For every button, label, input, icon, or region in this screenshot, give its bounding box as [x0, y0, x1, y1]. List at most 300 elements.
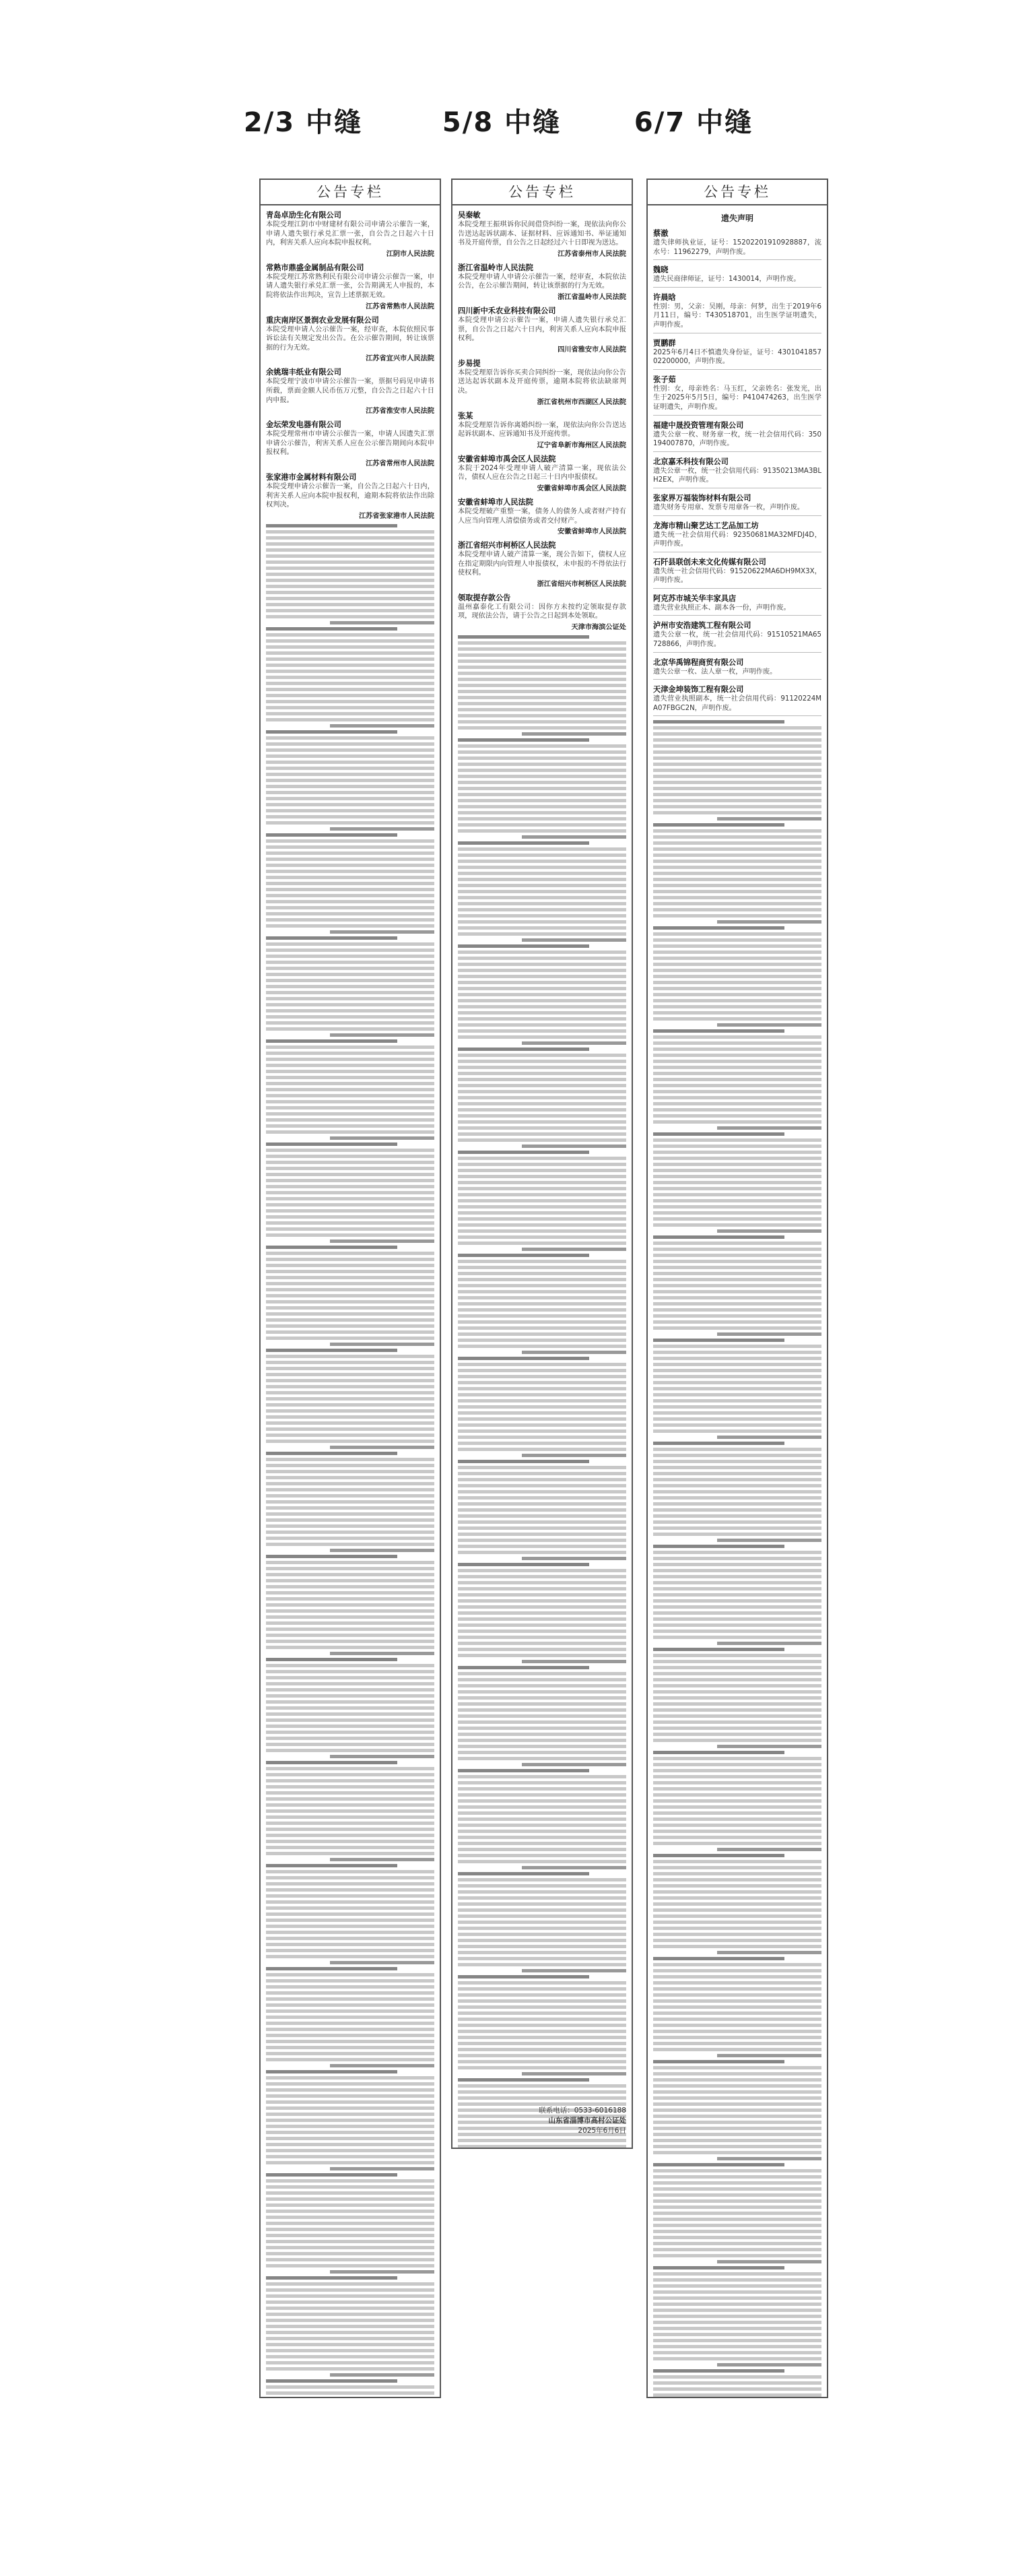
text-line — [653, 902, 821, 905]
text-line — [458, 1242, 626, 1245]
text-line — [266, 1142, 397, 1146]
text-line — [458, 1757, 626, 1760]
text-line — [266, 1494, 434, 1498]
text-line — [653, 1987, 821, 1991]
text-line — [266, 785, 434, 788]
text-line — [458, 1157, 626, 1160]
text-line — [458, 987, 626, 990]
text-line — [458, 981, 626, 984]
text-line — [266, 1197, 434, 1200]
text-line — [266, 2337, 434, 2340]
text-line — [653, 2042, 821, 2045]
text-line — [266, 1161, 434, 1164]
notice-entry-title: 浙江省绍兴市柯桥区人民法院 — [458, 541, 556, 550]
notice-entry — [266, 366, 434, 415]
text-line — [653, 2102, 821, 2106]
text-line — [458, 817, 626, 820]
text-line — [653, 981, 821, 984]
text-line — [458, 1642, 626, 1645]
text-line — [653, 1302, 821, 1306]
text-line — [458, 914, 626, 917]
text-line — [266, 1434, 434, 1437]
text-line — [266, 906, 434, 909]
text-line — [653, 872, 821, 875]
text-line — [653, 1096, 821, 1099]
notice-entry — [653, 264, 821, 288]
text-line — [458, 2048, 626, 2051]
text-line — [266, 1743, 434, 1746]
text-line — [266, 1385, 434, 1388]
text-line — [653, 1630, 821, 1633]
text-line — [266, 1767, 434, 1770]
text-line — [266, 1355, 434, 1358]
text-line — [653, 1357, 821, 1360]
text-line — [653, 1496, 821, 1500]
text-line — [266, 2331, 434, 2334]
dense-text-block — [266, 524, 434, 2398]
text-line — [653, 1799, 821, 1803]
text-line — [653, 1830, 821, 1833]
text-line — [458, 1199, 626, 1202]
text-line — [458, 1429, 626, 1433]
text-line — [266, 1039, 397, 1043]
text-line — [266, 1300, 434, 1303]
text-line — [458, 1987, 626, 1991]
text-line — [653, 1623, 821, 1627]
text-line — [717, 1745, 821, 1748]
text-line — [653, 1751, 784, 1754]
text-line — [266, 1312, 434, 1316]
text-line — [458, 1581, 626, 1584]
text-line — [266, 821, 434, 825]
text-line — [522, 1041, 626, 1045]
text-line — [330, 930, 434, 934]
notice-entry — [266, 262, 434, 311]
notice-entry-text: 遗失律师执业证，证号：15202201910928887，流水号：11962279，声明作废。 — [653, 239, 821, 256]
text-line — [653, 1684, 821, 1687]
text-line — [653, 2072, 821, 2075]
text-line — [458, 1011, 626, 1015]
text-line — [653, 1648, 784, 1651]
text-line — [266, 676, 434, 679]
notice-entry-title: 石阡县联创未来文化传媒有限公司 — [653, 557, 766, 567]
text-line — [458, 993, 626, 996]
text-line — [653, 2236, 821, 2239]
page-heading-right: 6/7 中缝 — [634, 107, 753, 138]
text-line — [266, 1167, 434, 1170]
notice-entry — [653, 456, 821, 488]
text-line — [330, 2064, 434, 2067]
text-line — [266, 1464, 434, 1467]
text-line — [717, 1848, 821, 1851]
dense-text-block — [458, 635, 626, 2149]
text-line — [653, 787, 821, 790]
text-line — [458, 1787, 626, 1791]
text-line — [266, 1112, 434, 1116]
text-line — [266, 1003, 434, 1006]
text-line — [266, 961, 434, 964]
text-line — [266, 2137, 434, 2140]
text-line — [653, 1041, 821, 1045]
text-line — [458, 829, 626, 833]
text-line — [653, 1575, 821, 1578]
text-line — [266, 815, 434, 818]
text-line — [653, 1611, 821, 1615]
text-line — [653, 2296, 821, 2300]
text-line — [266, 1185, 434, 1188]
text-line — [266, 1888, 434, 1892]
text-line — [266, 1337, 434, 1340]
text-line — [653, 1169, 821, 1172]
text-line — [266, 1064, 434, 1067]
text-line — [458, 1739, 626, 1742]
text-line — [653, 1054, 821, 1057]
notice-entry-text: 本院受理原告诉你离婚纠纷一案，现依法向你公告送达起诉状副本、应诉通知书及开庭传票。 — [458, 421, 626, 439]
text-line — [653, 1005, 821, 1008]
text-line — [653, 1090, 821, 1093]
column-body — [648, 205, 827, 2398]
text-line — [458, 811, 626, 814]
notice-entry-text: 本院受理江苏常熟利民有限公司申请公示催告一案，申请人遗失银行承兑汇票一张，公告期满无人申报的，本院将依法作出判决，宣告上述票据无效。 — [266, 273, 434, 299]
notice-entry — [653, 657, 821, 680]
notice-entry-text: 本院受理申请公示催告一案，申请人遗失银行承兑汇票，自公告之日起六十日内，利害关系人应向本院申报权利。 — [458, 316, 626, 343]
text-line — [653, 2387, 821, 2391]
column-body — [452, 205, 632, 2149]
notice-entry — [458, 262, 626, 301]
text-line — [458, 896, 626, 899]
text-line — [717, 2260, 821, 2263]
text-line — [458, 720, 626, 723]
text-line — [458, 1563, 589, 1566]
text-line — [266, 1718, 434, 1722]
text-line — [717, 920, 821, 924]
text-line — [717, 1951, 821, 1954]
text-line — [458, 878, 626, 881]
text-line — [266, 718, 434, 721]
text-line — [458, 1720, 626, 1724]
text-line — [266, 1045, 434, 1049]
text-line — [266, 973, 434, 976]
text-line — [266, 803, 434, 806]
text-line — [458, 1690, 626, 1694]
text-line — [266, 900, 434, 903]
text-line — [458, 1151, 589, 1154]
text-line — [266, 1264, 434, 1267]
text-line — [266, 579, 434, 582]
text-line — [266, 1318, 434, 1322]
text-line — [458, 1533, 626, 1536]
text-line — [458, 1326, 626, 1330]
text-line — [522, 1660, 626, 1663]
text-line — [653, 2339, 821, 2342]
text-line — [653, 1969, 821, 1972]
notice-entry — [266, 472, 434, 520]
text-line — [266, 1367, 434, 1370]
text-line — [266, 2040, 434, 2043]
text-line — [458, 805, 626, 808]
notice-entry-title: 北京华禹锦程商贸有限公司 — [653, 657, 744, 667]
text-line — [653, 2139, 821, 2142]
text-line — [266, 1943, 434, 1946]
text-line — [653, 932, 821, 936]
text-line — [653, 1351, 821, 1354]
notice-entry — [653, 374, 821, 416]
text-line — [266, 1233, 434, 1237]
text-line — [653, 1011, 821, 1015]
text-line — [653, 2036, 821, 2039]
text-line — [458, 1733, 626, 1736]
text-line — [653, 2030, 821, 2033]
text-line — [653, 1205, 821, 1209]
text-line — [653, 1781, 821, 1784]
notice-entry-text: 2025年6月4日不慎遗失身份证，证号：430104185702200000，声明作废。 — [653, 348, 821, 366]
text-line — [266, 1270, 434, 1273]
text-line — [458, 1090, 626, 1093]
text-line — [653, 1927, 821, 1930]
text-line — [653, 1939, 821, 1942]
text-line — [266, 633, 434, 637]
text-line — [458, 1375, 626, 1378]
text-line — [266, 1246, 397, 1249]
text-line — [653, 1890, 821, 1894]
text-line — [653, 2133, 821, 2136]
text-line — [266, 1973, 434, 1976]
text-line — [522, 2072, 626, 2075]
notice-entry-title: 许晨晗 — [653, 292, 676, 302]
text-line — [653, 1733, 821, 1736]
text-line — [458, 1023, 626, 1027]
notice-entry — [458, 496, 626, 536]
text-line — [522, 1557, 626, 1560]
text-line — [266, 1761, 397, 1764]
text-line — [653, 2357, 821, 2360]
text-line — [458, 2030, 626, 2033]
text-line — [653, 1381, 821, 1384]
text-line — [653, 1896, 821, 1900]
text-line — [653, 1078, 821, 1081]
text-line — [266, 2367, 434, 2371]
text-line — [458, 787, 626, 790]
notice-entry — [653, 337, 821, 370]
text-line — [266, 1846, 434, 1849]
text-line — [458, 1048, 589, 1051]
page-heading-left: 2/3 中缝 — [243, 107, 363, 138]
text-line — [458, 1502, 626, 1506]
text-line — [717, 1332, 821, 1336]
text-line — [653, 1660, 821, 1663]
notice-entry-text: 本院受理宁波市申请公示催告一案，票据号码见申请书所载，票面金额人民币伍万元整，自公告之日起六十日内申报。 — [266, 378, 434, 404]
text-line — [458, 1436, 626, 1439]
text-line — [653, 1375, 821, 1378]
text-line — [266, 936, 397, 940]
notice-entry-title: 步易提 — [458, 358, 481, 368]
text-line — [458, 1308, 626, 1312]
text-line — [653, 2266, 784, 2269]
text-line — [458, 1575, 626, 1578]
text-line — [458, 1484, 626, 1487]
text-line — [653, 2151, 821, 2154]
text-line — [266, 1482, 434, 1485]
text-line — [653, 1696, 821, 1700]
text-line — [266, 2034, 434, 2037]
text-line — [458, 860, 626, 863]
text-line — [717, 1436, 821, 1439]
text-line — [266, 991, 434, 994]
text-line — [266, 1597, 434, 1601]
notice-entry — [458, 305, 626, 354]
text-line — [458, 750, 626, 754]
text-line — [266, 1779, 434, 1782]
notice-entry-title: 天津金坤装饰工程有限公司 — [653, 685, 744, 695]
text-line — [266, 1324, 434, 1328]
text-line — [653, 847, 821, 851]
text-line — [717, 1023, 821, 1027]
text-line — [266, 567, 434, 570]
notice-entry-title: 重庆南岸区景润农业发展有限公司 — [266, 315, 379, 325]
text-line — [458, 1211, 626, 1215]
text-line — [458, 2005, 626, 2009]
text-line — [653, 1217, 821, 1221]
text-line — [458, 1508, 626, 1512]
text-line — [266, 1052, 434, 1055]
text-line — [653, 890, 821, 893]
text-line — [653, 1593, 821, 1597]
notice-entry-text: 遗失公章一枚，统一社会信用代码：91350213MA3BLH2EX，声明作废。 — [653, 467, 821, 484]
text-line — [266, 2234, 434, 2237]
text-line — [266, 2125, 434, 2128]
text-line — [266, 2131, 434, 2134]
text-line — [653, 2248, 821, 2251]
text-line — [653, 896, 821, 899]
text-line — [266, 2058, 434, 2061]
notice-entry — [458, 592, 626, 631]
text-line — [458, 1078, 626, 1081]
text-line — [653, 1763, 821, 1766]
text-line — [653, 2254, 821, 2257]
notice-column-right — [646, 179, 828, 2398]
text-line — [458, 1466, 626, 1469]
notice-entry-text: 遗失统一社会信用代码：91520622MA6DH9MX3X，声明作废。 — [653, 567, 821, 585]
text-line — [266, 1555, 397, 1558]
text-line — [458, 1999, 626, 2003]
text-line — [266, 985, 434, 988]
text-line — [653, 1411, 821, 1415]
text-line — [717, 2363, 821, 2366]
text-line — [653, 1363, 821, 1366]
text-line — [522, 835, 626, 839]
text-line — [458, 1332, 626, 1336]
text-line — [458, 1817, 626, 1821]
text-line — [266, 851, 434, 855]
notice-entry — [266, 315, 434, 363]
text-line — [458, 647, 626, 651]
text-line — [266, 797, 434, 800]
text-line — [266, 670, 434, 673]
text-line — [717, 1229, 821, 1233]
text-line — [522, 1969, 626, 1972]
text-line — [458, 902, 626, 905]
text-line — [266, 645, 434, 649]
text-line — [458, 1229, 626, 1233]
text-line — [266, 2252, 434, 2255]
text-line — [653, 1605, 821, 1609]
text-line — [522, 1248, 626, 1251]
text-line — [266, 773, 434, 776]
text-line — [330, 621, 434, 624]
text-line — [266, 754, 434, 758]
text-line — [266, 2228, 434, 2231]
text-line — [458, 1678, 626, 1681]
text-line — [653, 1048, 821, 1051]
text-line — [330, 2270, 434, 2274]
text-line — [266, 2258, 434, 2261]
text-line — [653, 993, 821, 996]
text-line — [266, 2349, 434, 2352]
text-line — [653, 1533, 821, 1536]
text-line — [653, 1260, 821, 1263]
text-line — [653, 2230, 821, 2233]
text-line — [653, 1860, 821, 1863]
text-line — [458, 1260, 626, 1263]
text-line — [266, 1822, 434, 1825]
text-line — [266, 1609, 434, 1613]
text-line — [266, 1124, 434, 1128]
text-line — [266, 1900, 434, 1904]
text-line — [653, 1514, 821, 1518]
text-line — [458, 847, 626, 851]
text-line — [653, 1478, 821, 1481]
text-line — [458, 1842, 626, 1845]
text-line — [653, 1739, 821, 1742]
text-line — [458, 1254, 589, 1257]
text-line — [458, 926, 626, 930]
footer-contact: 联系电话：0533-6016188 — [539, 2106, 626, 2115]
text-line — [330, 1343, 434, 1346]
text-line — [266, 2210, 434, 2213]
text-line — [266, 554, 434, 558]
notice-entry-signature: 天津市海滨公证处 — [571, 624, 626, 632]
text-line — [653, 1914, 821, 1918]
text-line — [653, 1963, 821, 1966]
text-line — [653, 732, 821, 736]
text-line — [522, 1763, 626, 1766]
text-line — [266, 1094, 434, 1097]
text-line — [653, 2327, 821, 2330]
notice-entry-text: 温州嘉泰化工有限公司：因你方未按约定领取提存款项，现依法公告，请于公告之日起到本处领取。 — [458, 603, 626, 620]
text-line — [458, 1648, 626, 1651]
text-line — [266, 2276, 397, 2280]
text-line — [266, 2179, 434, 2183]
text-line — [653, 1563, 821, 1566]
text-line — [266, 1979, 434, 1983]
text-line — [458, 1545, 626, 1548]
notice-entry-title: 北京嘉禾科技有限公司 — [653, 457, 729, 466]
text-line — [266, 2088, 434, 2092]
text-line — [653, 1520, 821, 1524]
notice-entry-text: 遗失营业执照正本、副本各一份，声明作废。 — [653, 604, 790, 612]
text-line — [653, 1617, 821, 1621]
text-line — [653, 1866, 821, 1869]
text-line — [653, 1472, 821, 1475]
notice-entry-title: 余姚瑞丰纸业有限公司 — [266, 368, 341, 377]
text-line — [653, 1999, 821, 2003]
text-line — [653, 1199, 821, 1202]
text-line — [266, 1276, 434, 1279]
text-line — [266, 997, 434, 1000]
text-line — [653, 1314, 821, 1318]
text-line — [266, 1100, 434, 1103]
text-line — [653, 926, 784, 930]
